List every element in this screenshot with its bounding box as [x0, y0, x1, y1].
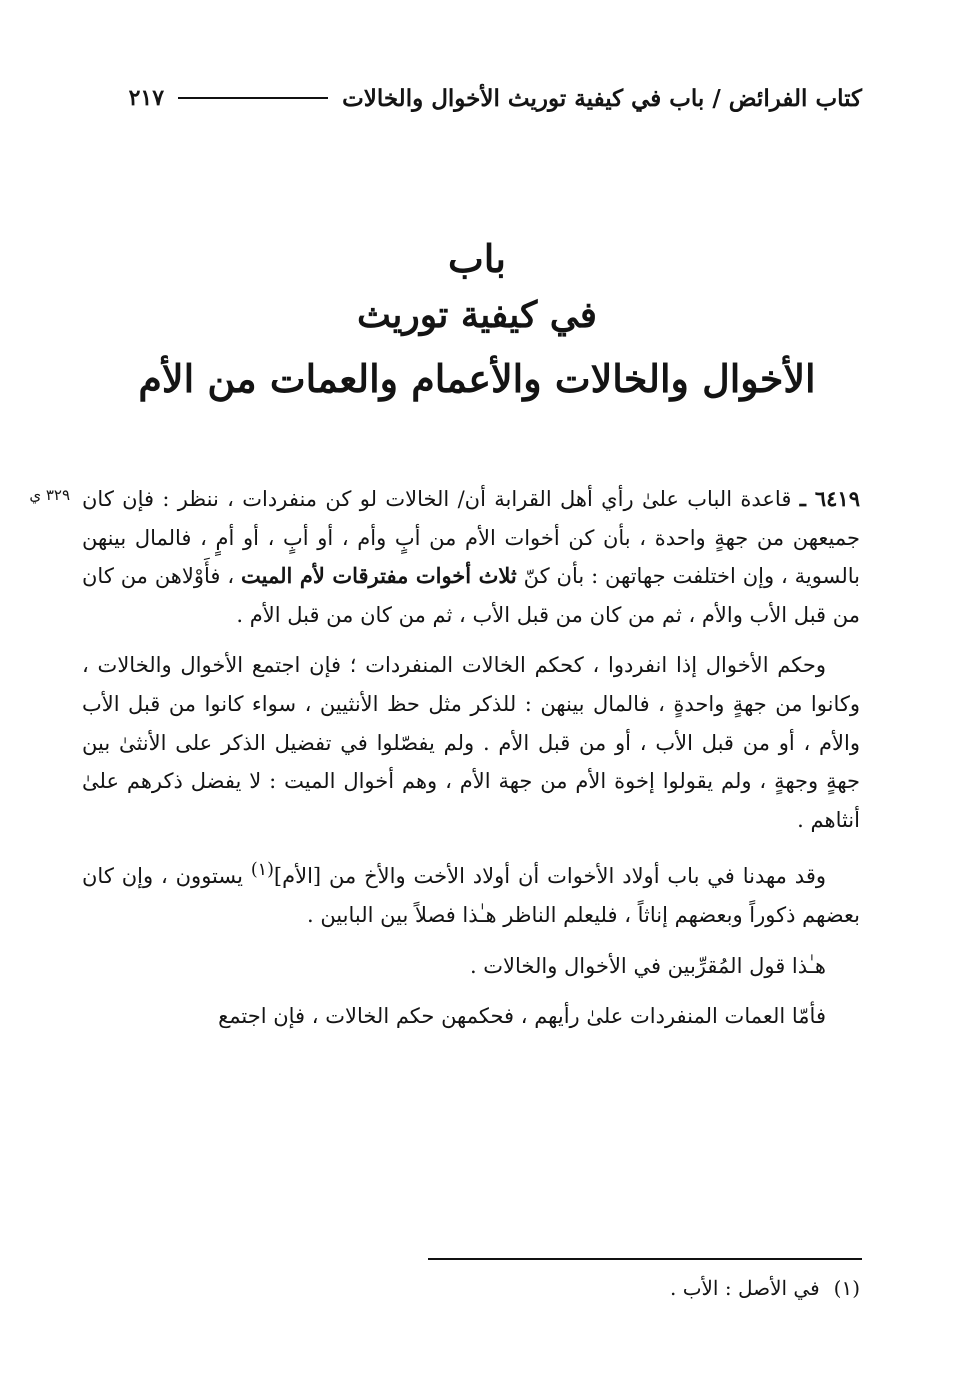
paragraph-1-text-b: ، فأَوْلاهن من كان من قبل الأب والأم ، ثم من كان من قبل الأب ، ثم من كان من قبل الأم . — [82, 564, 860, 627]
paragraph-1 — [82, 480, 860, 634]
running-title: كتاب الفرائض / باب في كيفية توريث الأخوال والخالات — [342, 84, 862, 112]
footnote-marker: (١) — [833, 1276, 860, 1300]
paragraph-3 — [82, 851, 860, 934]
paragraph-3-text-b: يستوون ، وإن كان بعضهم ذكوراً وبعضهم إناثاً ، فليعلم الناظر هـٰذا فصلاً بين البابين . — [82, 864, 860, 927]
chapter-title-line-3: الأخوال والخالات والأعمام والعمات من الأم — [138, 356, 816, 401]
body-text — [82, 480, 860, 1048]
paragraph-2: وحكم الأخوال إذا انفردوا ، كحكم الخالات المنفردات ؛ فإن اجتمع الأخوال والخالات ، وكانوا من جهةٍ واحدةٍ ، فالمال بينهن : للذكر مثل حظ الأنثيين ، سواء كانوا من قبل الأب والأم ، أو من قبل الأب ، أو من قبل الأم . ولم يفصّلوا في تفضيل الذكر على الأنثىٰ بين جهةٍ وجهةٍ ، ولم يقولوا إخوة الأم من جهة الأم ، وهم أخوال الميت : لا يفضل ذكرهم علىٰ أنثاهم . — [82, 653, 860, 832]
page-number: ٢١٧ — [128, 85, 165, 111]
chapter-title-line-2: في كيفية توريث — [356, 294, 598, 336]
margin-note: ٣٢٩ ي — [29, 486, 70, 504]
header-rule — [178, 97, 328, 99]
paragraph-3-text-a: وقد مهدنا في باب أولاد الأخوات أن أولاد الأخت والأخ من [الأم] — [273, 864, 826, 889]
running-header — [100, 78, 862, 118]
footnote-rule — [428, 1258, 862, 1260]
entry-number: ٦٤١٩ ـ — [799, 486, 860, 511]
chapter-title-line-1: باب — [448, 236, 506, 281]
paragraph-4: هـٰذا قول المُقرِّبين في الأخوال والخالات . — [469, 953, 826, 978]
paragraph-5: فأمّا العمات المنفردات علىٰ رأيهم ، فحكمهن حكم الخالات ، فإن اجتمع — [218, 1004, 826, 1029]
paragraph-1-bold-text: ثلاث أخوات مفترقات لأم الميت — [240, 563, 517, 589]
footnote-reference: (١) — [250, 860, 274, 881]
paragraph-1-text-a: قاعدة الباب علىٰ رأي أهل القرابة أن/ الخالات لو كن منفردات ، ننظر : فإن كان جميعهن من جهةٍ واحدة ، بأن كن أخوات الأم من أبٍ وأم ، أو أبٍ ، أو أمٍ ، فالمال بينهن بالسوية ، وإن اختلفت جهاتهن : بأن كنّ — [82, 487, 860, 589]
footnote — [360, 1276, 860, 1300]
footnote-text: في الأصل : الأب . — [669, 1276, 820, 1300]
